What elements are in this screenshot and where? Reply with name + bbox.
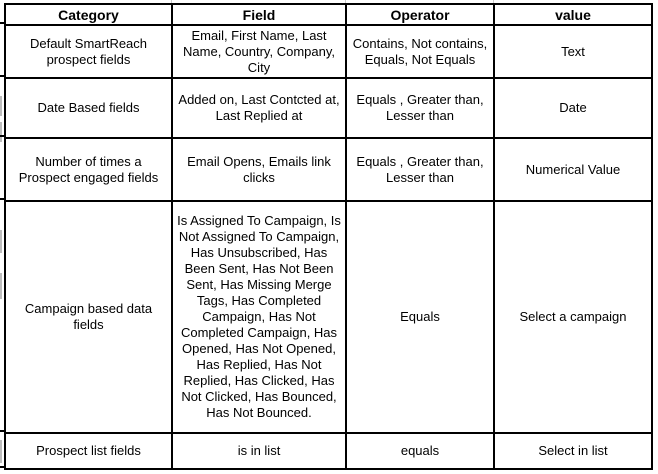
cell-value: Numerical Value — [494, 138, 652, 201]
cell-field: Added on, Last Contcted at, Last Replied at — [172, 78, 346, 138]
cell-field: Is Assigned To Campaign, Is Not Assigned To Campaign, Has Unsubscribed, Has Been Sent, Has Not Been Sent, Has Missing Merge Tags, Has Completed Campaign, Has Not Completed Campaign, Has Opened, Has Not Opened, Has Replied, Has Not Replied, Has Clicked, Has Not Clicked, Has Bounced, Has Not Bounced. — [172, 201, 346, 433]
cell-category: Campaign based data fields — [5, 201, 172, 433]
cell-field: Email Opens, Emails link clicks — [172, 138, 346, 201]
table-row — [5, 78, 652, 138]
cell-value: Select in list — [494, 433, 652, 469]
gridline-artifact — [0, 440, 2, 463]
table-row — [5, 138, 652, 201]
cell-field: is in list — [172, 433, 346, 469]
header-operator: Operator — [346, 4, 494, 25]
cell-operator: Equals , Greater than, Lesser than — [346, 78, 494, 138]
cell-operator: Equals , Greater than, Lesser than — [346, 138, 494, 201]
table-header-row — [5, 4, 652, 25]
cell-category: Number of times a Prospect engaged fields — [5, 138, 172, 201]
gridline-artifact — [0, 230, 2, 253]
cell-operator: Equals — [346, 201, 494, 433]
cell-category: Default SmartReach prospect fields — [5, 25, 172, 78]
cell-field: Email, First Name, Last Name, Country, Company, City — [172, 25, 346, 78]
gridline-artifact — [0, 96, 2, 116]
table-row — [5, 201, 652, 433]
cell-category: Prospect list fields — [5, 433, 172, 469]
cell-value: Date — [494, 78, 652, 138]
table-row — [5, 25, 652, 78]
cell-operator: Contains, Not contains, Equals, Not Equals — [346, 25, 494, 78]
gridline-artifact — [0, 273, 2, 299]
header-field: Field — [172, 4, 346, 25]
table-row — [5, 433, 652, 469]
header-category: Category — [5, 4, 172, 25]
header-value: value — [494, 4, 652, 25]
gridline-artifact — [0, 122, 2, 142]
cell-category: Date Based fields — [5, 78, 172, 138]
cell-value: Select a campaign — [494, 201, 652, 433]
fields-operators-table — [4, 3, 653, 470]
cell-value: Text — [494, 25, 652, 78]
cell-operator: equals — [346, 433, 494, 469]
